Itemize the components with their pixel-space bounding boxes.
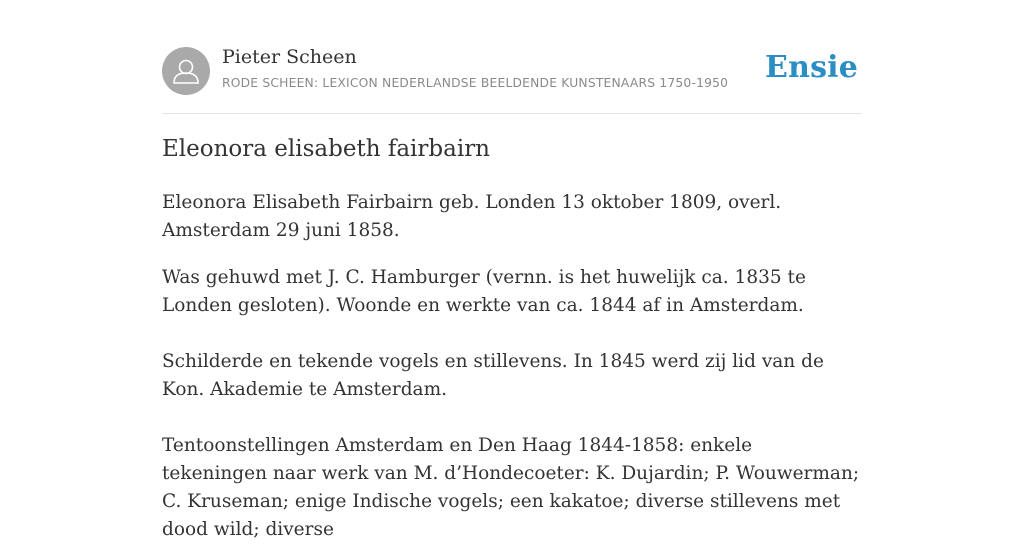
article-body [162, 189, 862, 544]
paragraph-gap [162, 320, 862, 348]
user-avatar-icon[interactable] [162, 47, 210, 95]
paragraph-gap [162, 404, 862, 432]
page-title: Eleonora elisabeth fairbairn [162, 136, 490, 162]
author-name[interactable]: Pieter Scheen [222, 46, 357, 68]
article-header [162, 47, 862, 97]
article-paragraph: Schilderde en tekende vogels en stillevens. In 1845 werd zij lid van de Kon. Akademie te Amsterdam. [162, 351, 824, 400]
source-label[interactable]: RODE SCHEEN: LEXICON NEDERLANDSE BEELDENDE KUNSTENAARS 1750-1950 [222, 76, 729, 90]
article-paragraph: Tentoonstellingen Amsterdam en Den Haag 1844-1858: enkele tekeningen naar werk van M. d’Hondecoeter: K. Dujardin; P. Wouwerman; C. Kruseman; enige Indische vogels; een kakatoe; diverse stillevens met dood wild; diverse [162, 435, 860, 540]
header-divider [162, 113, 862, 114]
article-paragraph: Was gehuwd met J. C. Hamburger (vernn. is het huwelijk ca. 1835 te Londen gesloten). Woonde en werkte van ca. 1844 af in Amsterdam. [162, 267, 806, 316]
brand-logo[interactable]: Ensie [765, 50, 859, 85]
article-paragraph: Eleonora Elisabeth Fairbairn geb. Londen 13 oktober 1809, overl. Amsterdam 29 juni 1858. [162, 192, 782, 241]
